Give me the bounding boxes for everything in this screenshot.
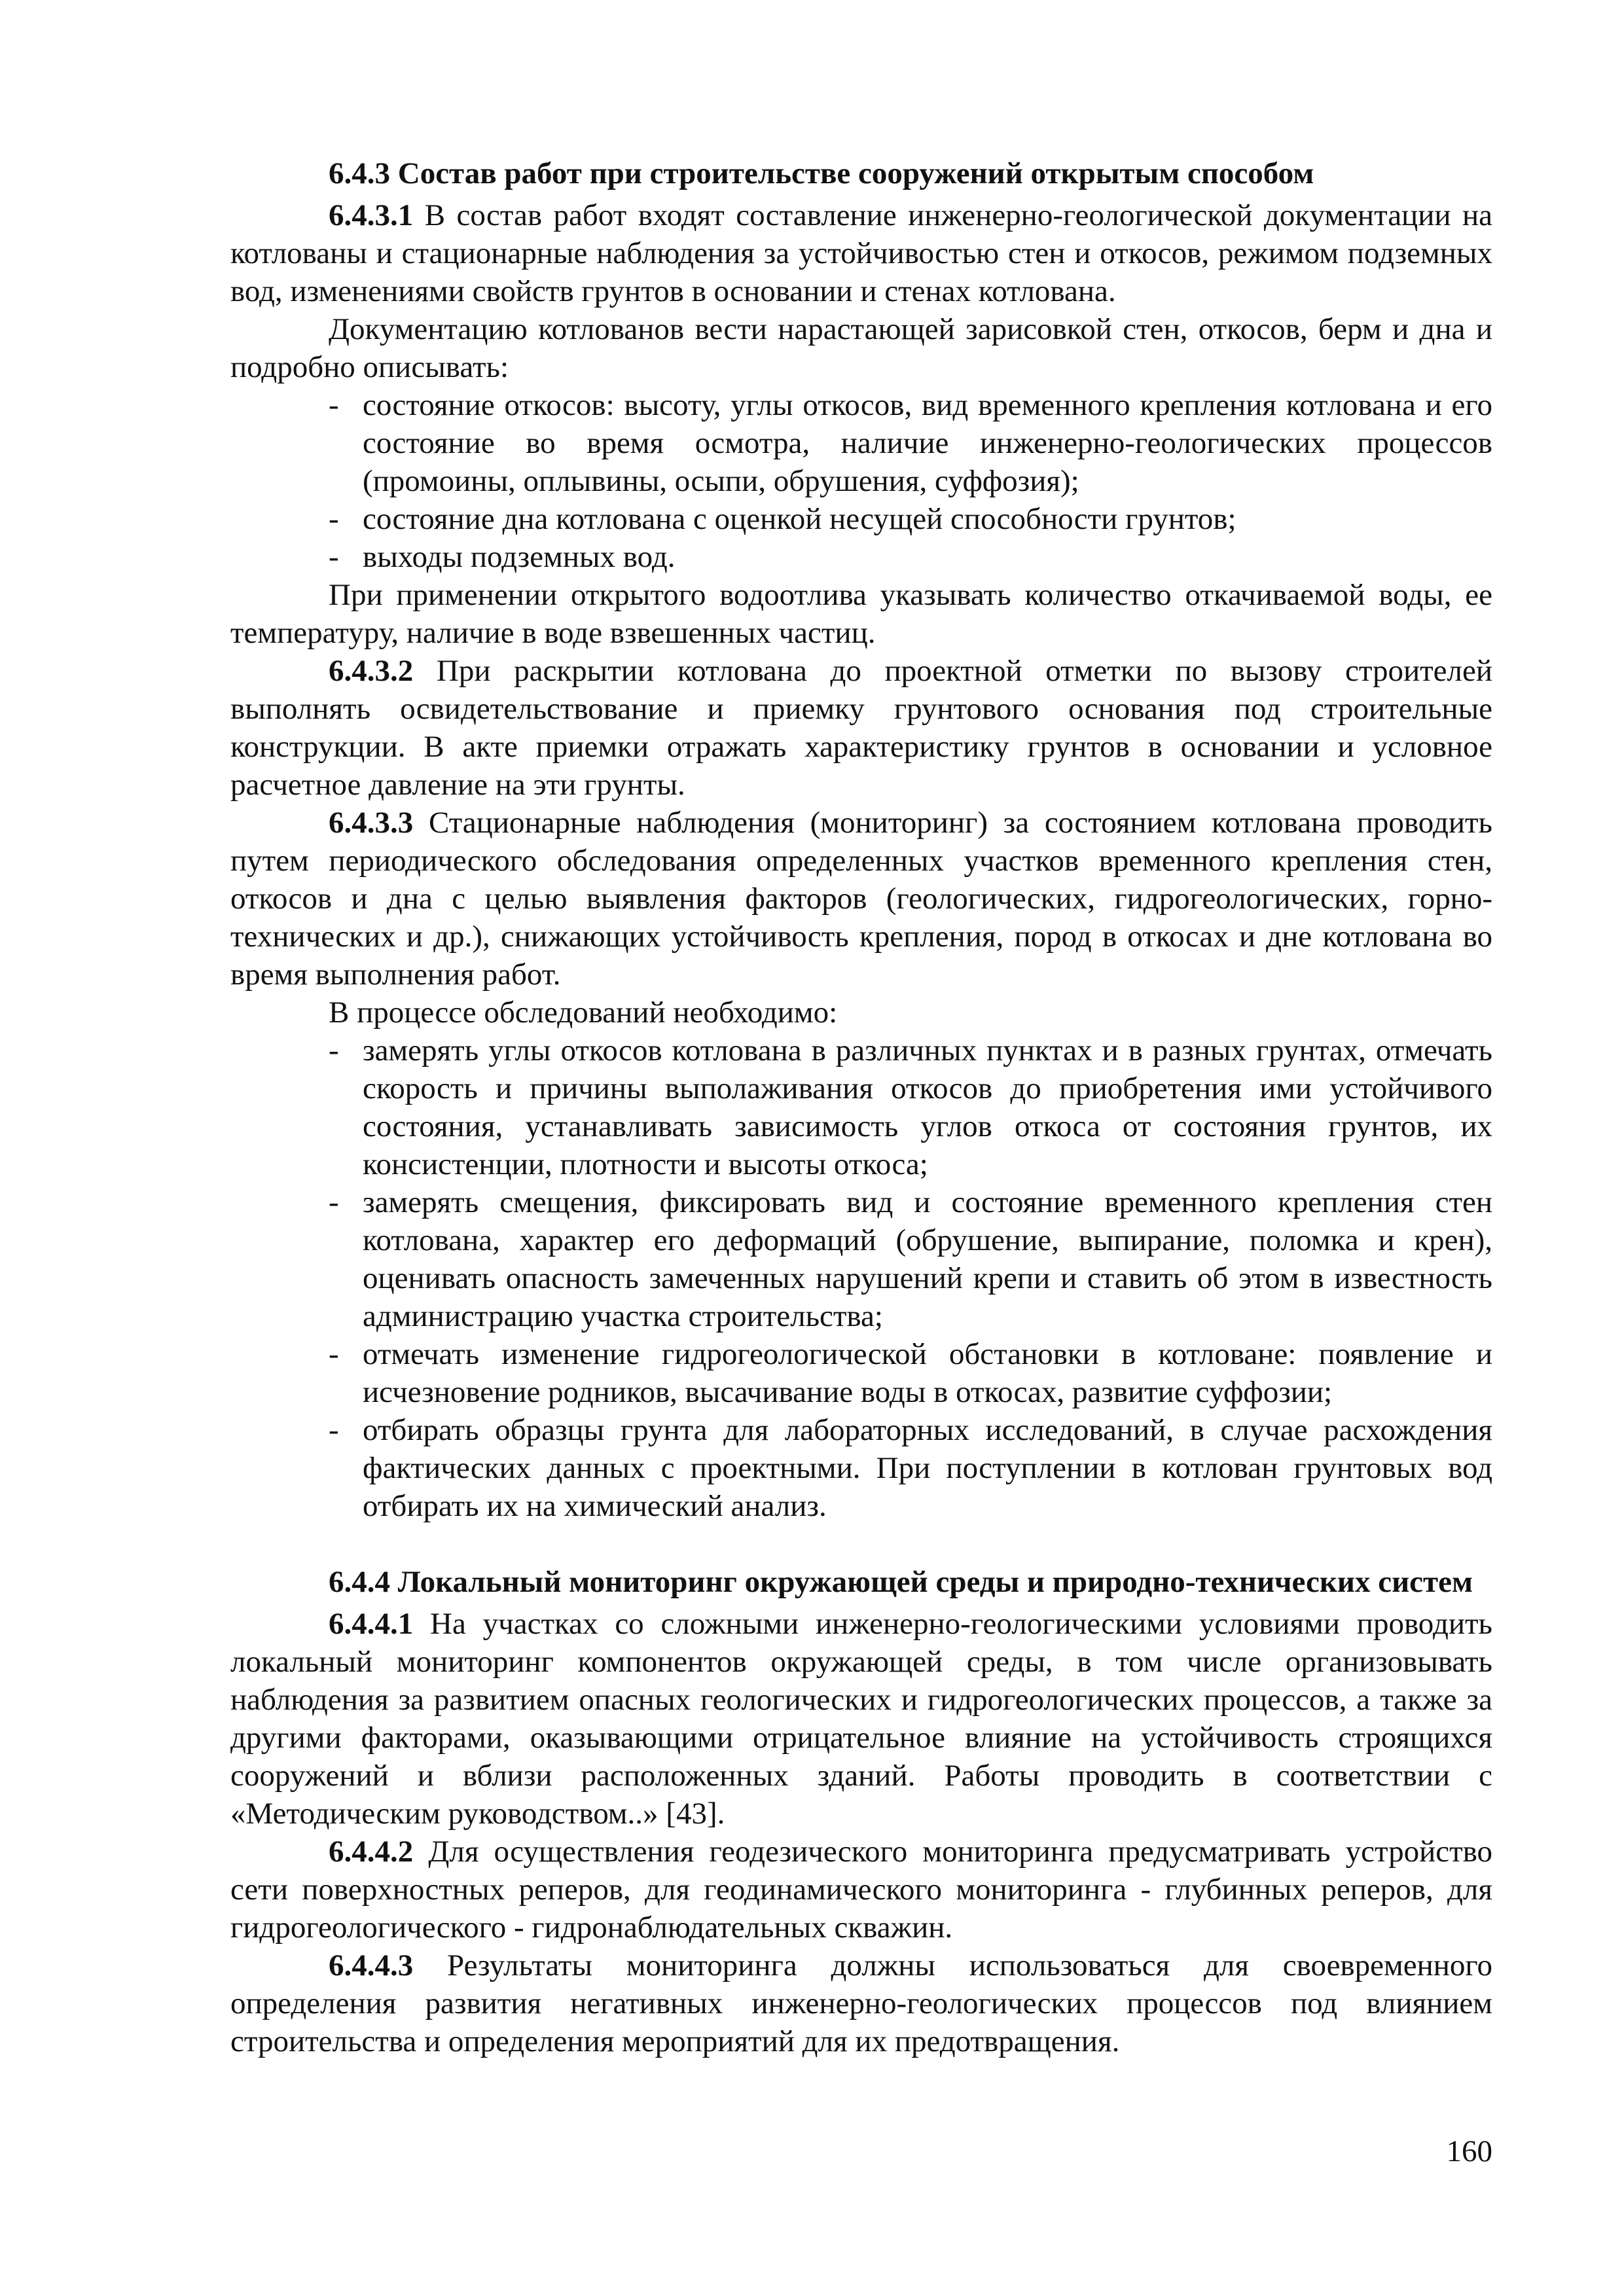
list-item: - отбирать образцы грунта для лабораторных исследований, в случае расхождения фактических данных с проектными. При поступлении в котлован грунтовых вод отбирать их на химический анализ. [363,1411,1492,1525]
list-pit-description [230,386,1492,576]
paragraph-6-4-3-2 [230,652,1492,804]
paragraph-text: Для осуществления геодезического мониторинга предусматривать устройство сети поверхностных реперов, для геодинамического мониторинга - глубинных реперов, для гидрогеологического - гидронаблюдательных скважин. [230,1835,1492,1945]
list-survey-tasks [230,1031,1492,1525]
paragraph-text: При раскрытии котлована до проектной отметки по вызову строителей выполнять освидетельствование и приемку грунтового основания под строительные конструкции. В акте приемки отражать характеристику грунтов в основании и условное расчетное давление на эти грунты. [230,654,1492,802]
clause-number: 6.4.4.3 [329,1948,414,1982]
list-item: - замерять смещения, фиксировать вид и состояние временного крепления стен котлована, характер его деформаций (обрушение, выпирание, поломка и крен), оценивать опасность замеченных нарушений крепи и ставить об этом в известность администрацию участка строительства; [363,1183,1492,1335]
paragraph-survey-intro: В процессе обследований необходимо: [329,996,838,1030]
paragraph-6-4-4-3 [230,1946,1492,2060]
paragraph-text: Стационарные наблюдения (мониторинг) за состоянием котлована проводить путем периодического обследования определенных участков временного крепления стен, откосов и дна с целью выявления факторов (геологических, гидрогеологических, горно-технических и др.), снижающих устойчивость крепления, пород в откосах и дне котлована во время выполнения работ. [230,806,1492,992]
paragraph-6-4-4-2 [230,1833,1492,1946]
section-spacer [230,1525,1492,1563]
paragraph-text: На участках со сложными инженерно-геологическими условиями проводить локальный мониторинг компонентов окружающей среды, в том числе организовывать наблюдения за развитием опасных геологических и гидрогеологических процессов, а также за другими факторами, оказывающими отрицательное влияние на устойчивость строящихся сооружений и вблизи расположенных зданий. Работы проводить в соответствии с «Методическим руководством..» [43]. [230,1607,1492,1831]
paragraph-6-4-3-1 [230,196,1492,310]
clause-number: 6.4.3.1 [329,198,414,232]
list-item: - состояние откосов: высоту, углы откосов, вид временного крепления котлована и его состояние во время осмотра, наличие инженерно-геологических процессов (промоины, оплывины, осыпи, обрушения, суффозия); [363,386,1492,500]
page-number: 160 [1446,2134,1492,2168]
section-heading-6-4-3: 6.4.3 Состав работ при строительстве сооружений открытым способом [329,156,1314,190]
list-item: - замерять углы откосов котлована в различных пунктах и в разных грунтах, отмечать скорость и причины выполаживания откосов до приобретения ими устойчивого состояния, устанавливать зависимость углов откоса от состояния грунтов, их консистенции, плотности и высоты откоса; [363,1031,1492,1183]
list-item: - выходы подземных вод. [363,538,1492,576]
list-item: - состояние дна котлована с оценкой несущей способности грунтов; [363,500,1492,538]
clause-number: 6.4.3.3 [329,806,414,840]
list-item: - отмечать изменение гидрогеологической обстановки в котловане: появление и исчезновение родников, высачивание воды в откосах, развитие суффозии; [363,1335,1492,1411]
clause-number: 6.4.4.2 [329,1835,414,1869]
document-page [230,154,1492,2060]
clause-number: 6.4.3.2 [329,654,414,688]
paragraph-6-4-4-1 [230,1605,1492,1833]
paragraph-6-4-3-3 [230,804,1492,994]
paragraph-text: Результаты мониторинга должны использоваться для своевременного определения развития негативных инженерно-геологических процессов под влиянием строительства и определения мероприятий для их предотвращения. [230,1948,1492,2058]
paragraph-documentation: Документацию котлованов вести нарастающей зарисовкой стен, откосов, берм и дна и подробно описывать: [230,312,1492,384]
paragraph-text: В состав работ входят составление инженерно-геологической документации на котлованы и стационарные наблюдения за устойчивостью стен и откосов, режимом подземных вод, изменениями свойств грунтов в основании и стенах котлована. [230,198,1492,308]
paragraph-drainage: При применении открытого водоотлива указывать количество откачиваемой воды, ее температуру, наличие в воде взвешенных частиц. [230,578,1492,650]
clause-number: 6.4.4.1 [329,1607,414,1641]
section-heading-6-4-4: 6.4.4 Локальный мониторинг окружающей среды и природно-технических систем [329,1565,1473,1599]
